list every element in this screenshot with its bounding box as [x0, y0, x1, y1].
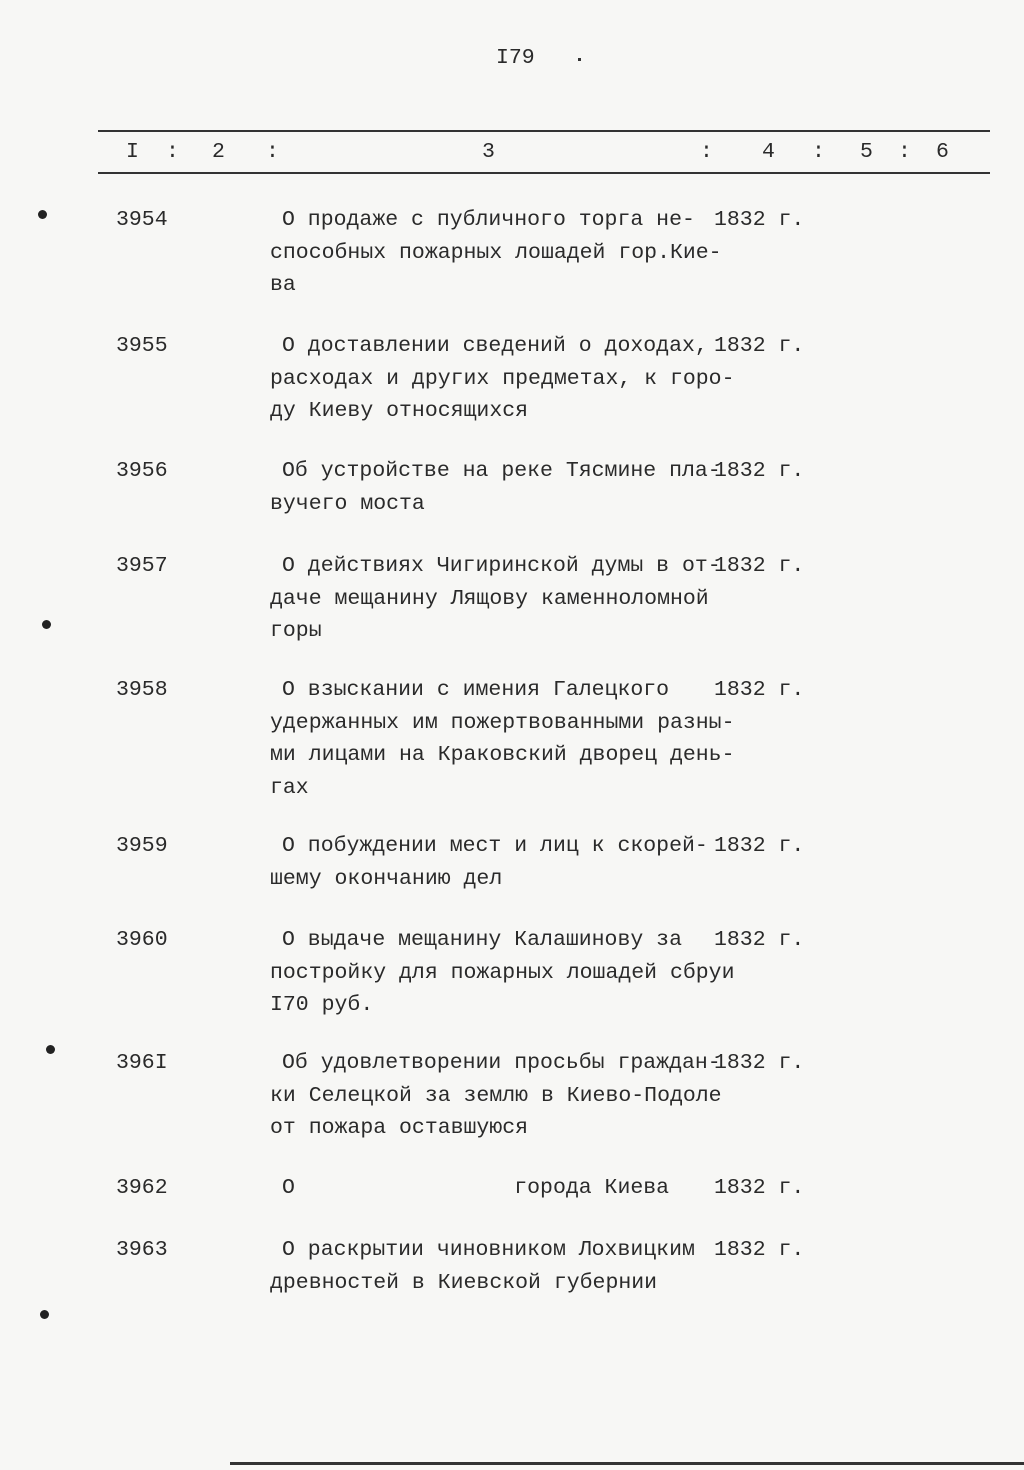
col-sep: :	[700, 140, 713, 164]
col-5: 5	[860, 140, 873, 164]
entry-title-line: от пожара оставшуюся	[270, 1116, 529, 1140]
entry-year: 1832 г.	[714, 678, 805, 702]
header-top-rule	[98, 130, 990, 132]
entry-title-line: ки Селецкой за землю в Киево-Подоле	[270, 1083, 722, 1108]
entry-number: 3956	[116, 459, 168, 483]
entry-number: 3959	[116, 834, 168, 858]
col-1: I	[126, 140, 139, 164]
entry-title-line: гах	[270, 775, 309, 800]
entry-number: 3954	[116, 208, 168, 232]
entry-title-line: ми лицами на Краковский дворец день-	[270, 743, 735, 767]
col-sep: :	[166, 140, 179, 164]
col-2: 2	[212, 140, 225, 164]
entry-year: 1832 г.	[714, 928, 805, 952]
page-number: I79	[496, 46, 535, 70]
col-4: 4	[762, 140, 775, 164]
entry-title-line: О доставлении сведений о доходах,	[282, 334, 708, 358]
entry-title-line: Об удовлетворении просьбы граждан-	[282, 1051, 721, 1075]
bottom-edge	[230, 1462, 1024, 1465]
entry-year: 1832 г.	[714, 1051, 805, 1075]
entry-title-line: ва	[270, 273, 296, 297]
entry-title-line: вучего моста	[270, 491, 425, 516]
entry-number: 3960	[116, 928, 168, 952]
col-3: 3	[482, 140, 495, 164]
entry-title-line: О города Киева	[282, 1176, 670, 1200]
punch-hole-mark	[46, 1045, 55, 1054]
entry-title-line: Об устройстве на реке Тясмине пла-	[282, 459, 721, 483]
entry-number: 3955	[116, 334, 168, 358]
entry-number: 396I	[116, 1051, 168, 1075]
entry-title-line: древностей в Киевской губернии	[270, 1270, 658, 1295]
entry-title-line: I70 руб.	[270, 993, 374, 1017]
col-6: 6	[936, 140, 949, 164]
entry-year: 1832 г.	[714, 1176, 805, 1200]
entry-number: 3958	[116, 678, 168, 702]
entry-title-line: О раскрытии чиновником Лохвицким	[282, 1238, 695, 1262]
entry-title-line: О продаже с публичного торга не-	[282, 208, 695, 232]
header-bottom-rule	[98, 172, 990, 174]
entry-title-line: ду Киеву относящихся	[270, 399, 529, 423]
entry-year: 1832 г.	[714, 334, 805, 358]
entry-number: 3963	[116, 1238, 168, 1262]
punch-hole-mark	[42, 620, 51, 629]
entry-year: 1832 г.	[714, 459, 805, 483]
entry-title-line: горы	[270, 619, 322, 643]
entry-year: 1832 г.	[714, 1238, 805, 1262]
entry-title-line: способных пожарных лошадей гор.Кие-	[270, 240, 722, 265]
col-sep: :	[812, 140, 825, 164]
punch-hole-mark	[40, 1310, 49, 1319]
entry-title-line: О побуждении мест и лиц к скорей-	[282, 834, 708, 858]
entry-year: 1832 г.	[714, 208, 805, 232]
entry-title-line: О взыскании с имения Галецкого	[282, 678, 670, 702]
entry-title-line: удержанных им пожертвованными разны-	[270, 710, 735, 735]
entry-title-line: О выдаче мещанину Калашинову за	[282, 928, 682, 952]
entry-title-line: даче мещанину Лящову каменноломной	[270, 586, 709, 611]
entry-year: 1832 г.	[714, 834, 805, 858]
entry-title-line: О действиях Чигиринской думы в от-	[282, 554, 721, 578]
col-sep: :	[266, 140, 279, 164]
entry-title-line: постройку для пожарных лошадей сбруи	[270, 960, 735, 985]
punch-hole-mark	[38, 210, 47, 219]
entry-title-line: расходах и других предметах, к горо-	[270, 366, 735, 391]
col-sep: :	[898, 140, 911, 164]
page-mark	[578, 58, 581, 61]
entry-number: 3962	[116, 1176, 168, 1200]
entry-title-line: шему окончанию дел	[270, 866, 503, 891]
entry-year: 1832 г.	[714, 554, 805, 578]
entry-number: 3957	[116, 554, 168, 578]
